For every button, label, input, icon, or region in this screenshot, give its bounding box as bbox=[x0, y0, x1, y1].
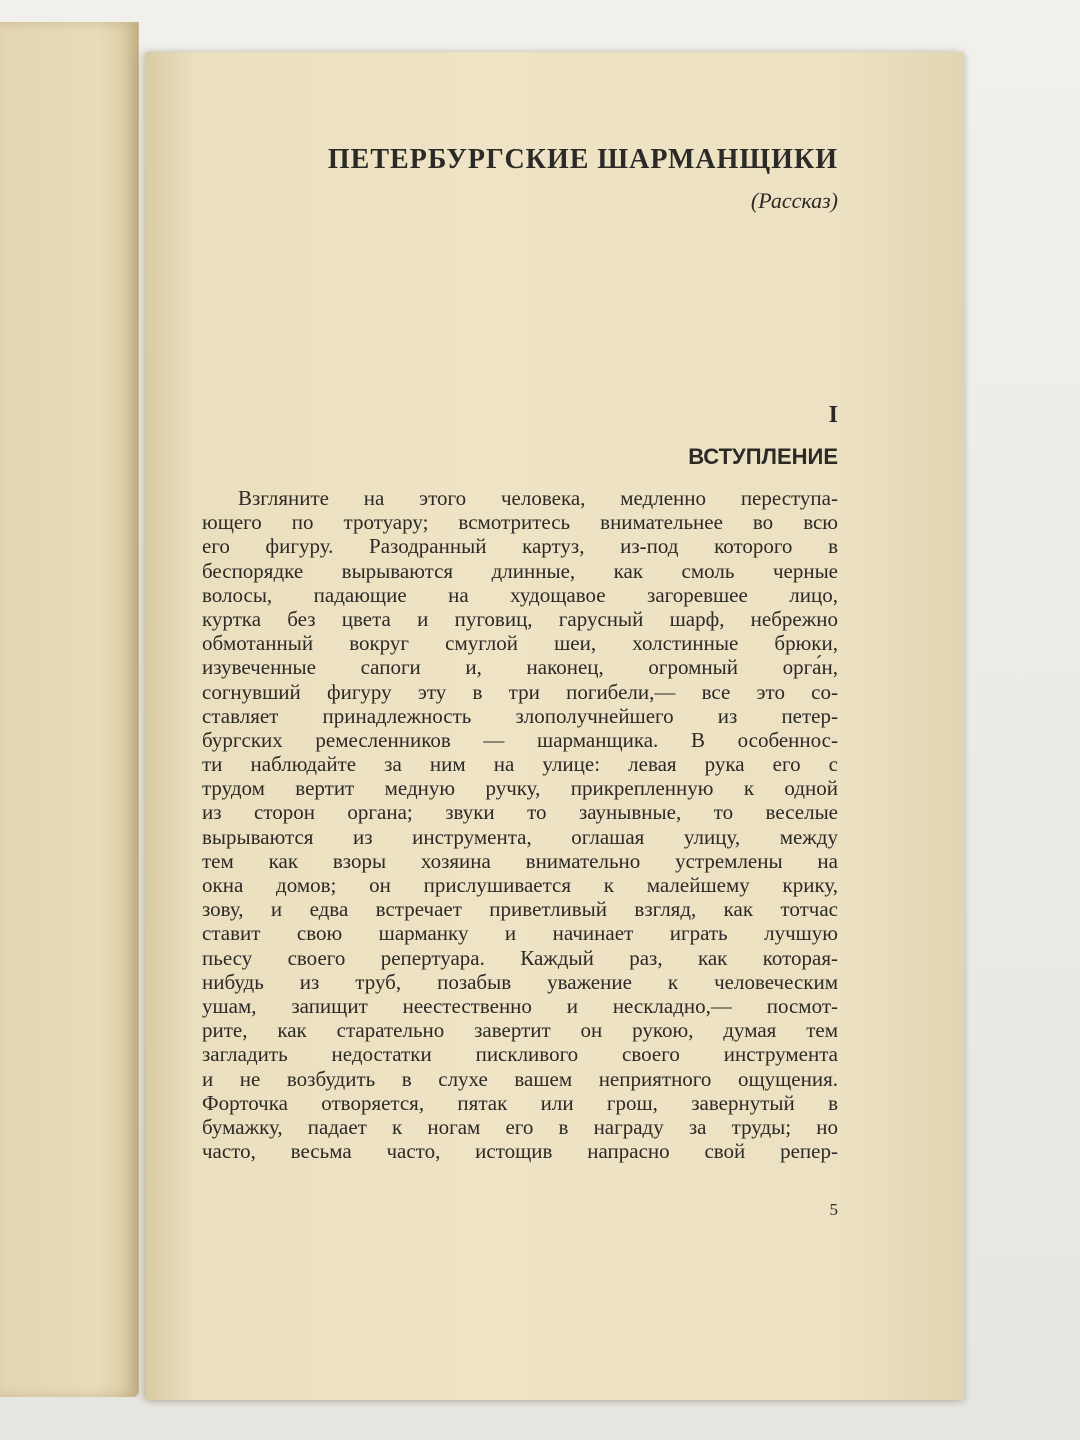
page-content bbox=[202, 52, 838, 1400]
text-line: из сторон органа; звуки то заунывные, то веселые bbox=[202, 800, 838, 825]
text-line: пьесу своего репертуара. Каждый раз, как которая- bbox=[202, 945, 838, 970]
text-line: загладить недостатки пискливого своего инструмента bbox=[202, 1042, 838, 1067]
text-line: зову, и едва встречает приветливый взгляд, как тотчас bbox=[202, 897, 838, 922]
text-line: ставляет принадлежность злополучнейшего из петер- bbox=[202, 703, 838, 728]
text-line: согнувший фигуру эту в три погибели,— все это со- bbox=[202, 679, 838, 704]
text-line: изувеченные сапоги и, наконец, огромный орга́н, bbox=[202, 655, 838, 680]
text-line: обмотанный вокруг смуглой шеи, холстинные брюки, bbox=[202, 631, 838, 656]
text-line: ти наблюдайте за ним на улице: левая рука его с bbox=[202, 752, 838, 777]
text-line: куртка без цвета и пуговиц, гарусный шарф, небрежно bbox=[202, 606, 838, 631]
chapter-title: ВСТУПЛЕНИЕ bbox=[688, 444, 838, 469]
page-number: 5 bbox=[829, 1200, 838, 1219]
chapter-number: I bbox=[828, 402, 838, 428]
text-line: ушам, запищит неестественно и нескладно,— посмот- bbox=[202, 993, 838, 1018]
story-title: ПЕТЕРБУРГСКИЕ ШАРМАНЩИКИ bbox=[327, 144, 838, 175]
body-text bbox=[202, 486, 838, 1163]
text-line: бургских ремесленников — шарманщика. В особеннос- bbox=[202, 727, 838, 752]
text-line: вырываются из инструмента, оглашая улицу, между bbox=[202, 824, 838, 849]
text-line: бумажку, падает к ногам его в награду за труды; но bbox=[202, 1114, 838, 1139]
text-line: часто, весьма часто, истощив напрасно свой репер- bbox=[202, 1139, 838, 1164]
text-line: беспорядке вырываются длинные, как смоль черные bbox=[202, 558, 838, 583]
text-line: трудом вертит медную ручку, прикрепленную к одной bbox=[202, 776, 838, 801]
text-line: волосы, падающие на худощавое загоревшее лицо, bbox=[202, 582, 838, 607]
text-line: его фигуру. Разодранный картуз, из-под которого в bbox=[202, 534, 838, 559]
text-line: нибудь из труб, позабыв уважение к человеческим bbox=[202, 969, 838, 994]
text-line: и не возбудить в слухе вашем неприятного ощущения. bbox=[202, 1066, 838, 1091]
text-line: тем как взоры хозяина внимательно устремлены на bbox=[202, 848, 838, 873]
text-line: ставит свою шарманку и начинает играть лучшую bbox=[202, 921, 838, 946]
text-line: рите, как старательно завертит он рукою, думая тем bbox=[202, 1018, 838, 1043]
text-line: окна домов; он прислушивается к малейшему крику, bbox=[202, 873, 838, 897]
text-line: Взгляните на этого человека, медленно переступа- bbox=[238, 486, 838, 510]
text-line: ющего по тротуару; всмотритесь внимательнее во всю bbox=[202, 510, 838, 535]
right-page bbox=[146, 52, 964, 1400]
text-line: Форточка отворяется, пятак или грош, завернутый в bbox=[202, 1090, 838, 1115]
left-page bbox=[0, 22, 139, 1397]
story-subtitle: (Рассказ) bbox=[750, 188, 838, 213]
